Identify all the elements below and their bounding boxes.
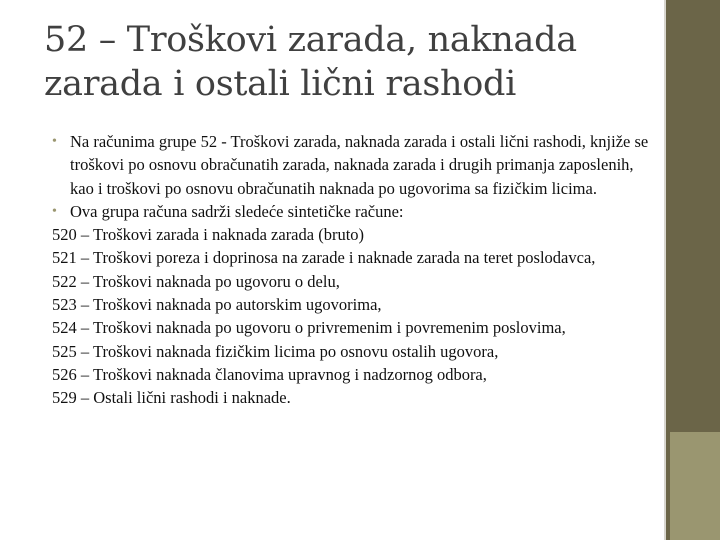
bullet-dot-icon: • xyxy=(52,203,57,219)
account-line: 521 – Troškovi poreza i doprinosa na zarade i naknade zarada na teret poslodavca, xyxy=(52,248,596,268)
slide-title xyxy=(44,18,644,106)
bullet-text: Ova grupa računa sadrži sledeće sintetičke račune: xyxy=(70,201,404,221)
title-line-1: 52 – Troškovi zarada, naknada xyxy=(44,20,577,60)
account-line: 522 – Troškovi naknada po ugovoru o delu, xyxy=(52,271,340,291)
account-line: 524 – Troškovi naknada po ugovoru o privremenim i povremenim poslovima, xyxy=(52,318,566,338)
slide-content xyxy=(52,130,652,410)
title-line-2: zarada i ostali lični rashodi xyxy=(44,64,517,104)
bullet-dot-icon: • xyxy=(52,134,57,149)
bullet-text: Na računima grupe 52 - Troškovi zarada, naknada zarada i ostali lični rashodi, knjiže se troškovi po osnovu obračunatih zarada, naknada zarada i drugih primanja zaposlenih, kao i troškovi po osnovu obračunatih naknada po ugovorima sa fizičkim licima. xyxy=(70,132,649,198)
account-line: 525 – Troškovi naknada fizičkim licima po osnovu ostalih ugovora, xyxy=(52,341,499,361)
account-line: 529 – Ostali lični rashodi i naknade. xyxy=(52,388,291,408)
bullet-item xyxy=(52,200,652,223)
account-line: 520 – Troškovi zarada i naknada zarada (bruto) xyxy=(52,225,365,245)
account-line: 523 – Troškovi naknada po autorskim ugovorima, xyxy=(52,295,382,315)
account-line: 526 – Troškovi naknada članovima upravnog i nadzornog odbora, xyxy=(52,364,487,384)
sidebar-accent-block xyxy=(670,432,720,540)
bullet-item xyxy=(52,130,652,200)
